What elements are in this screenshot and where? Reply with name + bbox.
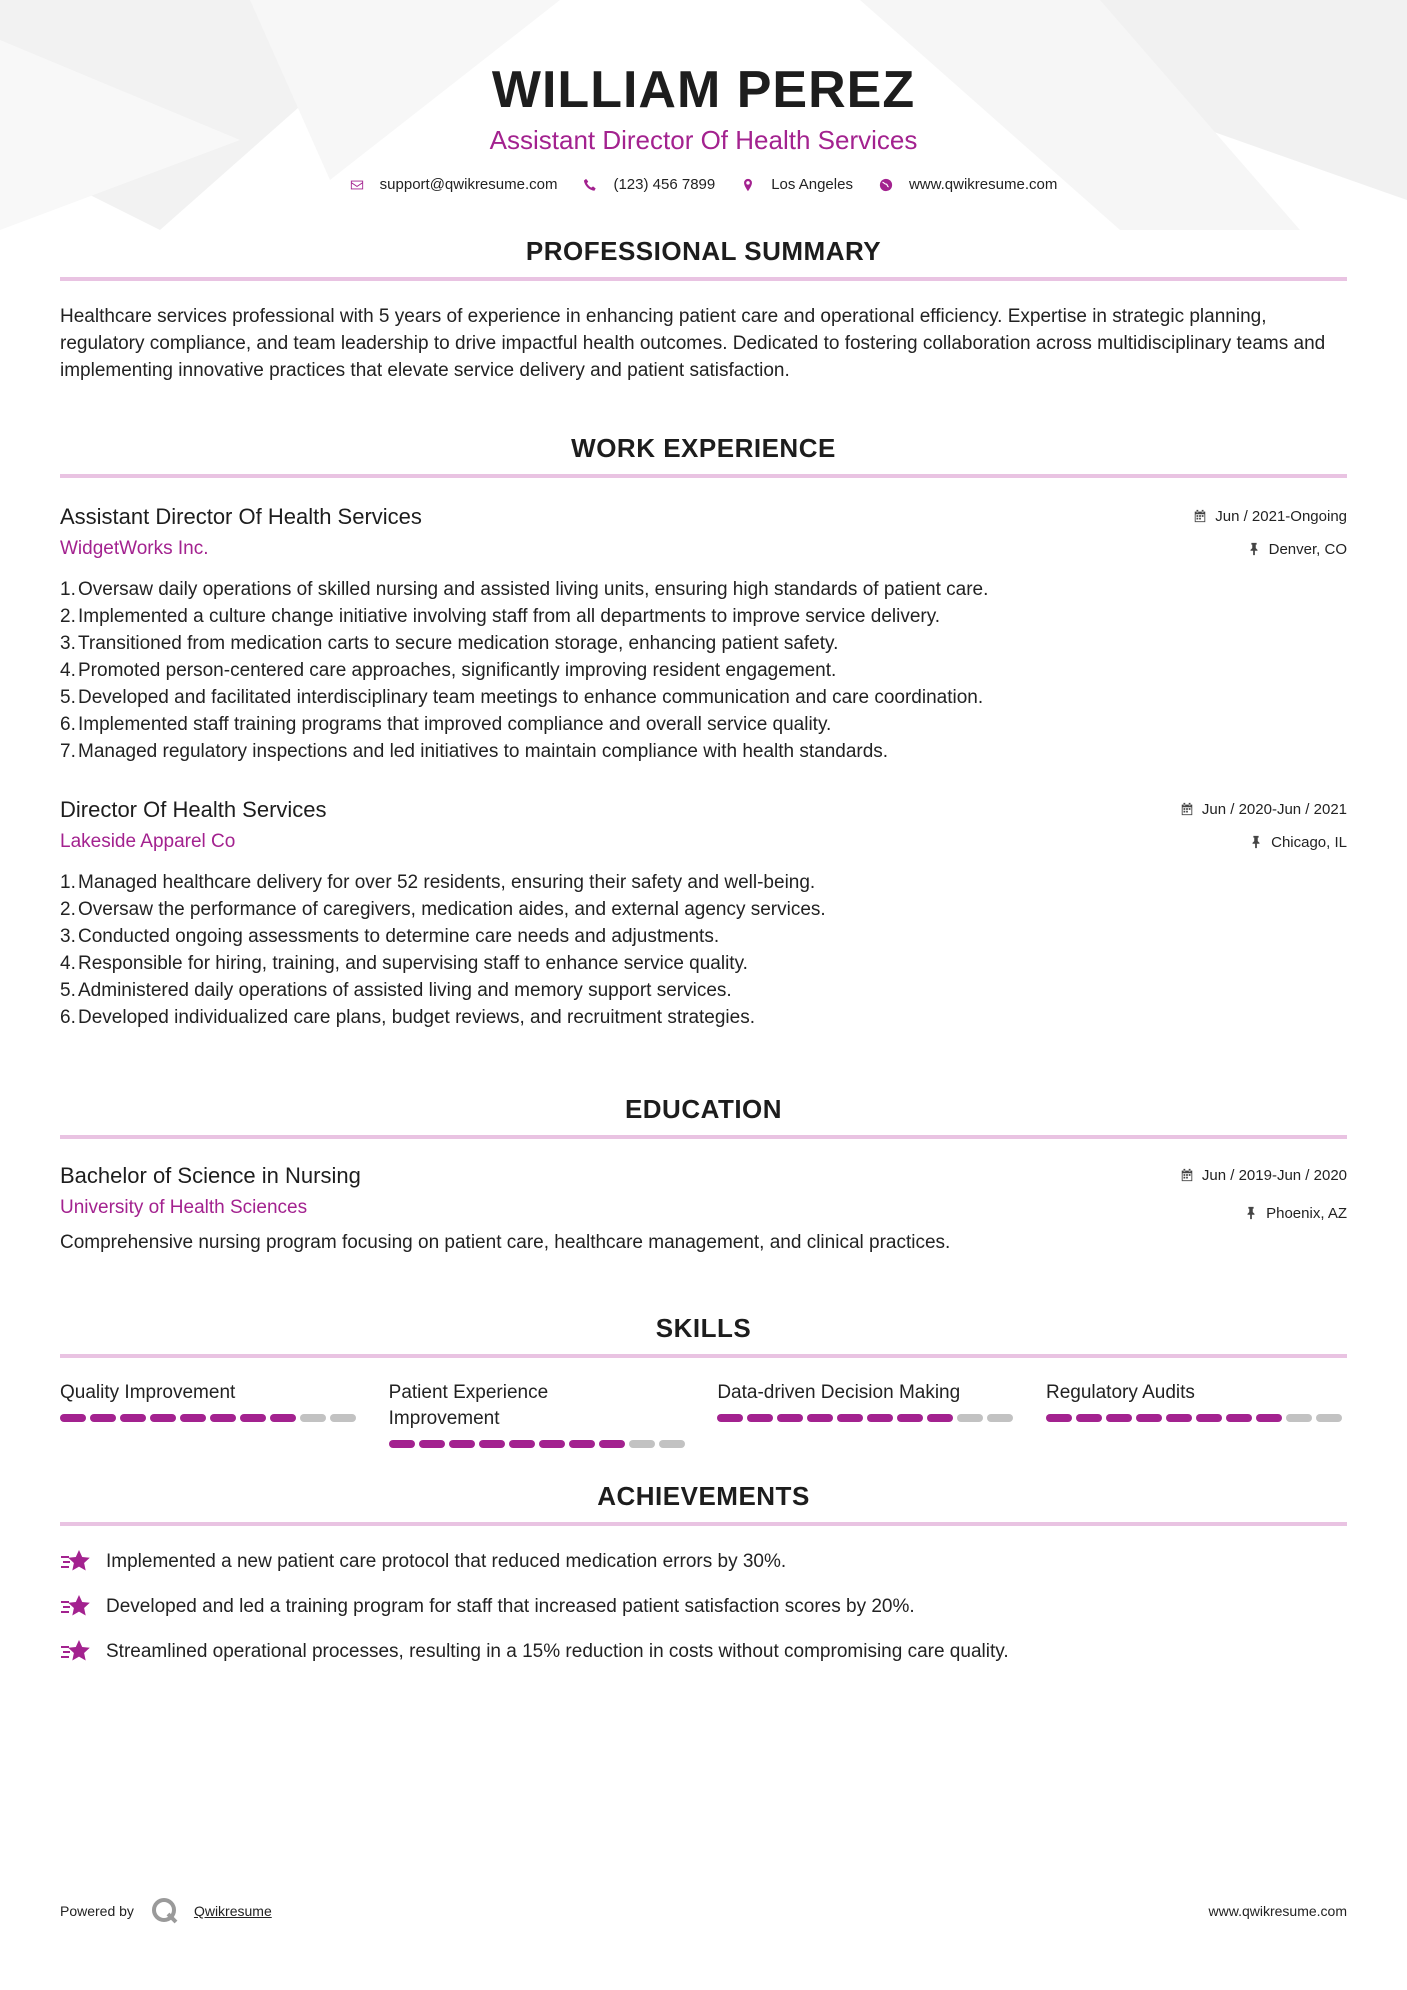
rating-dot-empty [1316, 1414, 1342, 1422]
globe-icon [879, 178, 893, 192]
experience-title: WORK EXPERIENCE [571, 433, 836, 463]
rating-dot-filled [927, 1414, 953, 1422]
job-dates [1180, 799, 1347, 819]
rating-dot-filled [389, 1440, 415, 1448]
list-item: 4. Responsible for hiring, training, and supervising staff to enhance service quality. [60, 953, 748, 974]
job-company: Lakeside Apparel Co [60, 831, 236, 852]
rating-dot-empty [300, 1414, 326, 1422]
pin-icon [1247, 542, 1261, 556]
brand-link[interactable]: Qwikresume [193, 1903, 272, 1919]
star-icon [60, 1594, 92, 1620]
rating-dot-empty [957, 1414, 983, 1422]
achievement-item [60, 1638, 1347, 1665]
skill-rating [60, 1414, 361, 1422]
job-company: WidgetWorks Inc. [60, 538, 209, 559]
education-location-text: Phoenix, AZ [1266, 1204, 1347, 1222]
rating-dot-filled [1196, 1414, 1222, 1422]
contact-website[interactable] [879, 176, 1057, 193]
email-text: support@qwikresume.com [379, 176, 558, 193]
list-item: 5. Developed and facilitated interdisciplinary team meetings to enhance communication and care coordination. [60, 687, 984, 708]
education-entry [60, 1161, 1347, 1256]
achievement-item [60, 1548, 1347, 1575]
list-item: 6. Developed individualized care plans, budget reviews, and recruitment strategies. [60, 1007, 755, 1028]
job-location-text: Chicago, IL [1271, 833, 1347, 851]
section-divider [60, 1354, 1347, 1358]
skill-name: Regulatory Audits [1045, 1382, 1195, 1403]
job-title: Assistant Director Of Health Services [60, 504, 422, 529]
skill-item [389, 1380, 690, 1448]
rating-dot-filled [120, 1414, 146, 1422]
job-bullets [60, 576, 1347, 765]
rating-dot-filled [60, 1414, 86, 1422]
phone-text: (123) 456 7899 [613, 176, 716, 193]
list-item: 5. Administered daily operations of assisted living and memory support services. [60, 980, 732, 1001]
education-dates-text: Jun / 2019-Jun / 2020 [1201, 1166, 1347, 1184]
achievement-text: Implemented a new patient care protocol that reduced medication errors by 30%. [106, 1551, 787, 1572]
resume-header [60, 0, 1347, 193]
pin-icon [1244, 1206, 1258, 1220]
skill-rating [1046, 1414, 1347, 1422]
achievements-section [60, 1480, 1347, 1665]
rating-dot-filled [419, 1440, 445, 1448]
calendar-icon [1180, 802, 1194, 816]
rating-dot-filled [1076, 1414, 1102, 1422]
list-item: 3. Conducted ongoing assessments to determine care needs and adjustments. [60, 926, 720, 947]
job-dates [1193, 506, 1347, 526]
phone-icon [583, 178, 597, 192]
rating-dot-filled [509, 1440, 535, 1448]
skills-grid [60, 1380, 1347, 1448]
contact-phone[interactable] [583, 176, 715, 193]
rating-dot-filled [210, 1414, 236, 1422]
achievement-text: Streamlined operational processes, resulting in a 15% reduction in costs without compromising care quality. [106, 1641, 1009, 1662]
skills-title: SKILLS [655, 1313, 752, 1343]
star-icon [60, 1639, 92, 1665]
education-section [60, 1093, 1347, 1256]
achievement-text: Developed and led a training program for staff that increased patient satisfaction scores by 20%. [106, 1596, 915, 1617]
skill-name: Quality Improvement [60, 1382, 236, 1403]
job-dates-text: Jun / 2020-Jun / 2021 [1201, 800, 1347, 818]
website-text: www.qwikresume.com [908, 176, 1058, 193]
job-meta [1180, 799, 1347, 852]
rating-dot-filled [1136, 1414, 1162, 1422]
rating-dot-filled [569, 1440, 595, 1448]
contact-bar [60, 176, 1347, 193]
star-icon [60, 1549, 92, 1575]
education-description: Comprehensive nursing program focusing on patient care, healthcare management, and clinical practices. [60, 1232, 951, 1253]
education-dates [1180, 1165, 1347, 1185]
section-divider [60, 277, 1347, 281]
job-dates-text: Jun / 2021-Ongoing [1215, 507, 1347, 525]
achievement-item [60, 1593, 1347, 1620]
list-item: 2. Implemented a culture change initiative involving staff from all departments to improve service delivery. [60, 606, 941, 627]
degree: Bachelor of Science in Nursing [60, 1163, 361, 1188]
list-item: 3. Transitioned from medication carts to secure medication storage, enhancing patient safety. [60, 633, 839, 654]
rating-dot-filled [717, 1414, 743, 1422]
summary-text: Healthcare services professional with 5 years of experience in enhancing patient care and operational efficiency. Expertise in strategic planning, regulatory compliance, and team leadership to drive impactful health outcomes. Dedicated to fostering collaboration across multidisciplinary teams and implementing innovative practices that elevate service delivery and patient satisfaction. [60, 306, 1326, 381]
skill-item [717, 1380, 1018, 1448]
rating-dot-filled [180, 1414, 206, 1422]
skill-name: Data-driven Decision Making [717, 1382, 961, 1403]
list-item: 4. Promoted person-centered care approaches, significantly improving resident engagement. [60, 660, 837, 681]
calendar-icon [1193, 509, 1207, 523]
job-entry [60, 795, 1347, 1031]
rating-dot-filled [1046, 1414, 1072, 1422]
job-meta [1193, 506, 1347, 559]
pin-icon [1249, 835, 1263, 849]
section-divider [60, 1522, 1347, 1526]
skills-section [60, 1312, 1347, 1448]
candidate-role: Assistant Director Of Health Services [489, 125, 918, 155]
rating-dot-filled [837, 1414, 863, 1422]
skill-rating [389, 1440, 690, 1448]
powered-by-text: Powered by [60, 1903, 134, 1919]
rating-dot-filled [1106, 1414, 1132, 1422]
list-item: 7. Managed regulatory inspections and led initiatives to maintain compliance with health standards. [60, 741, 889, 762]
list-item: 1. Oversaw daily operations of skilled nursing and assisted living units, ensuring high standards of patient care. [60, 579, 989, 600]
rating-dot-empty [330, 1414, 356, 1422]
job-location [1180, 832, 1347, 852]
job-bullets [60, 869, 1347, 1031]
job-title: Director Of Health Services [60, 797, 327, 822]
list-item: 2. Oversaw the performance of caregivers, medication aides, and external agency services. [60, 899, 826, 920]
education-title: EDUCATION [624, 1094, 783, 1124]
rating-dot-filled [150, 1414, 176, 1422]
achievements-list [60, 1548, 1347, 1665]
skill-rating [717, 1414, 1018, 1422]
rating-dot-filled [897, 1414, 923, 1422]
section-divider [60, 474, 1347, 478]
rating-dot-filled [539, 1440, 565, 1448]
job-entry [60, 502, 1347, 765]
rating-dot-empty [987, 1414, 1013, 1422]
rating-dot-empty [1286, 1414, 1312, 1422]
rating-dot-filled [1256, 1414, 1282, 1422]
education-location [1180, 1203, 1347, 1223]
rating-dot-filled [1166, 1414, 1192, 1422]
rating-dot-filled [747, 1414, 773, 1422]
experience-section [60, 432, 1347, 1031]
rating-dot-empty [659, 1440, 685, 1448]
candidate-name: WILLIAM PEREZ [491, 61, 916, 119]
list-item: 1. Managed healthcare delivery for over 52 residents, ensuring their safety and well-being. [60, 872, 816, 893]
skill-item [1046, 1380, 1347, 1448]
education-meta [1180, 1165, 1347, 1223]
rating-dot-filled [867, 1414, 893, 1422]
skill-item [60, 1380, 361, 1448]
map-marker-icon [741, 178, 755, 192]
job-location [1193, 539, 1347, 559]
rating-dot-filled [240, 1414, 266, 1422]
calendar-icon [1180, 1168, 1194, 1182]
rating-dot-filled [777, 1414, 803, 1422]
rating-dot-filled [90, 1414, 116, 1422]
rating-dot-filled [599, 1440, 625, 1448]
section-divider [60, 1135, 1347, 1139]
contact-location [741, 176, 853, 193]
summary-section [60, 235, 1347, 384]
envelope-icon [350, 178, 364, 192]
contact-email[interactable] [350, 176, 558, 193]
rating-dot-filled [807, 1414, 833, 1422]
rating-dot-filled [449, 1440, 475, 1448]
rating-dot-filled [270, 1414, 296, 1422]
summary-title: PROFESSIONAL SUMMARY [525, 236, 882, 266]
rating-dot-empty [629, 1440, 655, 1448]
location-text: Los Angeles [771, 176, 853, 193]
school: University of Health Sciences [60, 1197, 308, 1218]
skill-name: Patient Experience Improvement [388, 1382, 549, 1429]
rating-dot-filled [479, 1440, 505, 1448]
job-location-text: Denver, CO [1268, 540, 1347, 558]
footer-website-link[interactable]: www.qwikresume.com [1208, 1903, 1347, 1919]
achievements-title: ACHIEVEMENTS [597, 1481, 810, 1511]
rating-dot-filled [1226, 1414, 1252, 1422]
list-item: 6. Implemented staff training programs that improved compliance and overall service quality. [60, 714, 832, 735]
